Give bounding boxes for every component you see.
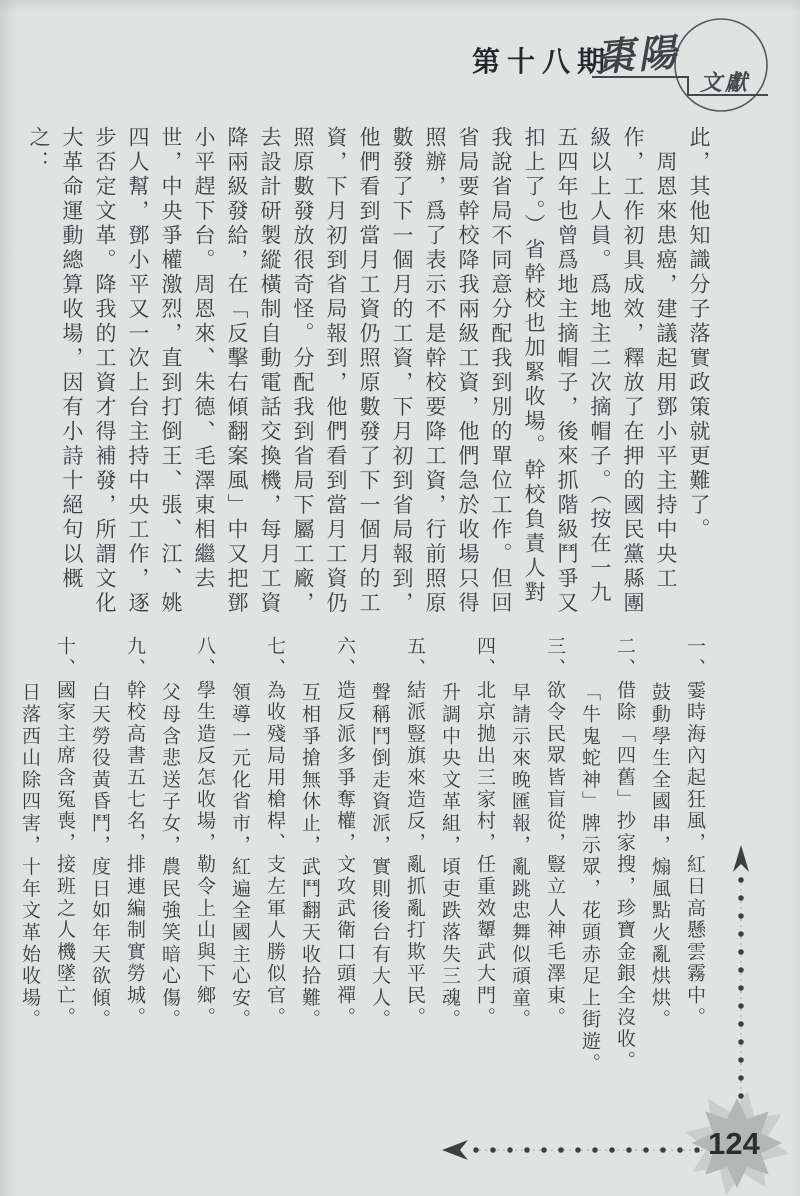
poem-line-2: 白天勞役黃昏鬥，度日如年天欲傾。 <box>89 682 110 1031</box>
body-text-block <box>24 126 714 623</box>
body-column: 降兩級發給，在「反擊右傾翻案風」中又把鄧 <box>225 126 249 616</box>
body-column: 五四年也曾爲地主摘帽子，後來抓階級鬥爭又 <box>555 126 579 616</box>
body-column: 之： <box>27 126 51 175</box>
poem-line-2: 「牛鬼蛇神」牌示眾，花頭赤足上街遊。 <box>579 682 600 1075</box>
vertical-dotted-line <box>724 842 758 1114</box>
poem-line-2: 鼓動學生全國串，煽風點火亂烘烘。 <box>649 682 670 1031</box>
poems-block <box>16 636 708 1076</box>
body-column: 去設計研製縱橫制自動電話交換機，每月工資 <box>258 126 282 616</box>
body-column: 級以上人員。爲地主二次摘帽子。（按在一九 <box>588 126 612 606</box>
body-column: 他們看到當月工資仍照原數發了下一個月的工 <box>357 126 381 616</box>
poem-line-1: 三、欲令民眾皆盲從，豎立人神毛澤東。 <box>544 636 565 1029</box>
arrow-left-icon <box>442 1140 468 1160</box>
poem-line-1: 九、幹校高書五七名，排連編制實勞城。 <box>124 636 145 1029</box>
body-column: 省局要幹校降我兩級工資，他們急於收場只得 <box>456 126 480 616</box>
logo-title: 棗陽 <box>594 32 682 80</box>
body-column: 我說省局不同意分配我到別的單位工作。但回 <box>489 126 513 616</box>
poem-line-1: 四、北京拋出三家村，任重效顰武大門。 <box>474 636 495 1029</box>
poem-line-2: 日落西山除四害，十年文革始收場。 <box>19 682 40 1031</box>
body-column: 扣上了。）省幹校也加緊收場。幹校負責人對 <box>522 126 546 606</box>
body-column: 作，工作初具成效，釋放了在押的國民黨縣團 <box>621 126 645 616</box>
poem-line-1: 八、學生造反怎收場，勒令上山與下鄉。 <box>194 636 215 1029</box>
poem-line-1: 一、霎時海內起狂風，紅日高懸雲霧中。 <box>684 636 705 1029</box>
body-column: 照原數發放很奇怪。分配我到省局下屬工廠， <box>291 126 315 616</box>
poem-line-2: 聲稱鬥倒走資派，實則後台有大人。 <box>369 682 390 1031</box>
body-column: 此，其他知識分子落實政策就更難了。 <box>687 126 711 543</box>
poem-line-1: 七、為收殘局用槍桿、支左軍人勝似官。 <box>264 636 285 1029</box>
poem-line-1: 六、造反派多爭奪權，文攻武衛口頭禪。 <box>334 636 355 1029</box>
body-column: 小平趕下台。周恩來、朱德、毛澤東相繼去 <box>192 126 216 592</box>
body-column: 四人幫，鄧小平又一次上台主持中央工作，逐 <box>126 126 150 616</box>
body-column: 數發了下一個月的工資，下月初到省局報到， <box>390 126 414 616</box>
body-column: 周恩來患癌，建議起用鄧小平主持中央工 <box>654 126 678 592</box>
poem-line-2: 互相爭搶無休止，武鬥翻天收拾難。 <box>299 682 320 1031</box>
poem-line-1: 二、借除「四舊」抄家搜，珍寶金銀全沒收。 <box>614 636 635 1072</box>
body-column: 照辦，爲了表示不是幹校要降工資，行前照原 <box>423 126 447 616</box>
poem-line-2: 領導一元化省市，紅遍全國主心安。 <box>229 682 250 1031</box>
poem-line-2: 早請示來晚匯報，亂跳忠舞似頑童。 <box>509 682 530 1031</box>
arrow-up-icon <box>733 845 749 872</box>
issue-title: 第十八期 <box>472 47 613 78</box>
logo-circle <box>675 19 767 111</box>
body-column: 世，中央爭權激烈，直到打倒王、張、江、姚 <box>159 126 183 616</box>
logo-subtitle: 文獻 <box>700 70 751 95</box>
poem-line-1: 五、結派豎旗來造反，亂抓亂打欺平民。 <box>404 636 425 1029</box>
page-number-ornament <box>678 1092 800 1196</box>
body-column: 大革命運動總算收場，因有小詩十絕句以概 <box>60 126 84 592</box>
page-number: 124 <box>708 1126 760 1161</box>
body-column: 步否定文革。降我的工資才得補發，所謂文化 <box>93 126 117 616</box>
poem-line-2: 升調中央文革組，頃吏跌落失三魂。 <box>439 682 460 1031</box>
poem-line-2: 父母含悲送子女，農民強笑暗心傷。 <box>159 682 180 1031</box>
body-column: 資，下月初到省局報到，他們看到當月工資仍 <box>324 126 348 616</box>
poem-line-1: 十、國家主席含冤喪，接班之人機墜亡。 <box>54 636 75 1029</box>
